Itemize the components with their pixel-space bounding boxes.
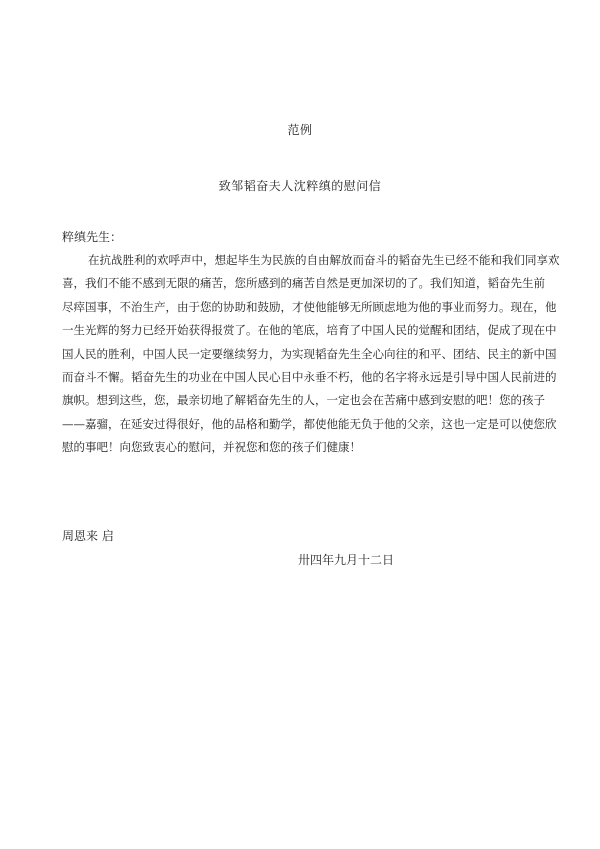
body-line: 喜，我们不能不感到无限的痛苦，您所感到的痛苦自然是更加深切的了。我们知道，韬奋先生前: [62, 276, 545, 291]
letter-title: 致邹韬奋夫人沈粹缜的慰问信: [218, 179, 382, 193]
letter-salutation: 粹缜先生：: [62, 230, 123, 244]
letter-body: [62, 249, 560, 460]
body-line: 尽瘁国事，不治生产，由于您的协助和鼓励，才使他能够无所顾虑地为他的事业而努力。现在，他: [62, 299, 557, 314]
body-line: 国人民的胜利，中国人民一定要继续努力，为实现韬奋先生全心向往的和平、团结、民主的新中国: [62, 346, 557, 361]
body-line: 旗帜。想到这些，您，最亲切地了解韬奋先生的人，一定也会在苦痛中感到安慰的吧！您的孩子: [62, 393, 545, 408]
body-line: ——嘉骝，在延安过得很好，他的品格和勤学，都使他能无负于他的父亲，这也一定是可以使您欣: [62, 416, 557, 431]
body-line: 一生光辉的努力已经开始获得报赏了。在他的笔底，培育了中国人民的觉醒和团结，促成了现在中: [62, 323, 557, 338]
section-heading: 范例: [287, 123, 313, 137]
body-line: 在抗战胜利的欢呼声中，想起毕生为民族的自由解放而奋斗的韬奋先生已经不能和我们同享欢: [88, 253, 560, 267]
letter-date: 卅四年九月十二日: [298, 553, 395, 567]
letter-signoff: 周恩来 启: [62, 529, 114, 543]
body-line: 慰的事吧！向您致衷心的慰问，并祝您和您的孩子们健康！: [62, 440, 361, 455]
body-line: 而奋斗不懈。韬奋先生的功业在中国人民心目中永垂不朽，他的名字将永远是引导中国人民前进的: [62, 369, 557, 384]
